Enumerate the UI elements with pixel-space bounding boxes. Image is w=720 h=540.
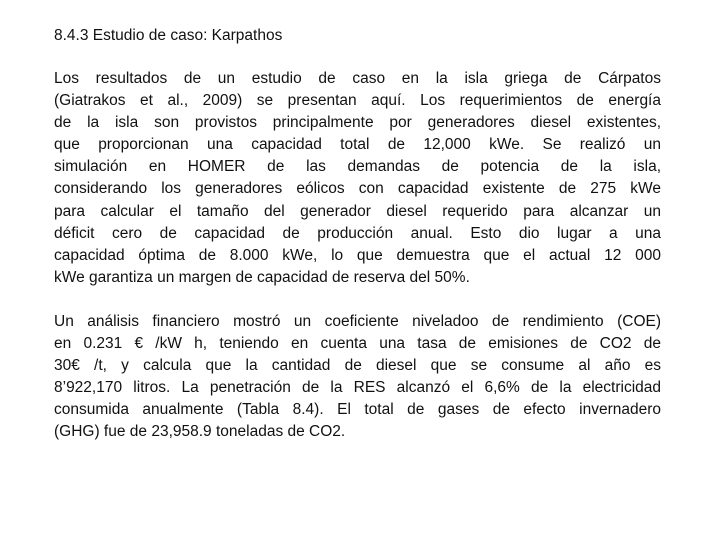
paragraph-line: déficit cero de capacidad de producción anual. Esto dio lugar a una [54,224,661,242]
paragraph-line: para calcular el tamaño del generador diesel requerido para alcanzar un [54,202,661,220]
slide-content [54,26,661,444]
paragraph-financial-analysis [54,311,661,444]
paragraph-line: (GHG) fue de 23,958.9 toneladas de CO2. [54,423,346,441]
paragraph-line: consumida anualmente (Tabla 8.4). El total de gases de efecto invernadero [54,401,661,419]
paragraph-line: que proporcionan una capacidad total de 12,000 kWe. Se realizó un [54,136,661,154]
paragraph-case-study-results [54,68,661,289]
paragraph-line: de la isla son provistos principalmente por generadores diesel existentes, [54,114,661,132]
paragraph-line: Los resultados de un estudio de caso en la isla griega de Cárpatos [54,70,661,87]
paragraph-line: (Giatrakos et al., 2009) se presentan aquí. Los requerimientos de energía [54,92,661,110]
paragraph-line: considerando los generadores eólicos con capacidad existente de 275 kWe [54,180,661,198]
paragraph-line: Un análisis financiero mostró un coeficiente niveladoo de rendimiento (COE) [54,312,661,330]
paragraph-line: en 0.231 € /kW h, teniendo en cuenta una tasa de emisiones de CO2 de [54,335,661,353]
paragraph-line: capacidad óptima de 8.000 kWe, lo que demuestra que el actual 12 000 [54,246,661,264]
paragraph-line: 30€ /t, y calcula que la cantidad de diesel que se consume al año es [54,357,661,375]
section-heading: 8.4.3 Estudio de caso: Karpathos [54,27,283,44]
paragraph-line: 8’922,170 litros. La penetración de la RES alcanzó el 6,6% de la electricidad [54,379,661,397]
paragraph-line: simulación en HOMER de las demandas de potencia de la isla, [54,158,661,176]
paragraph-line: kWe garantiza un margen de capacidad de reserva del 50%. [54,268,470,286]
